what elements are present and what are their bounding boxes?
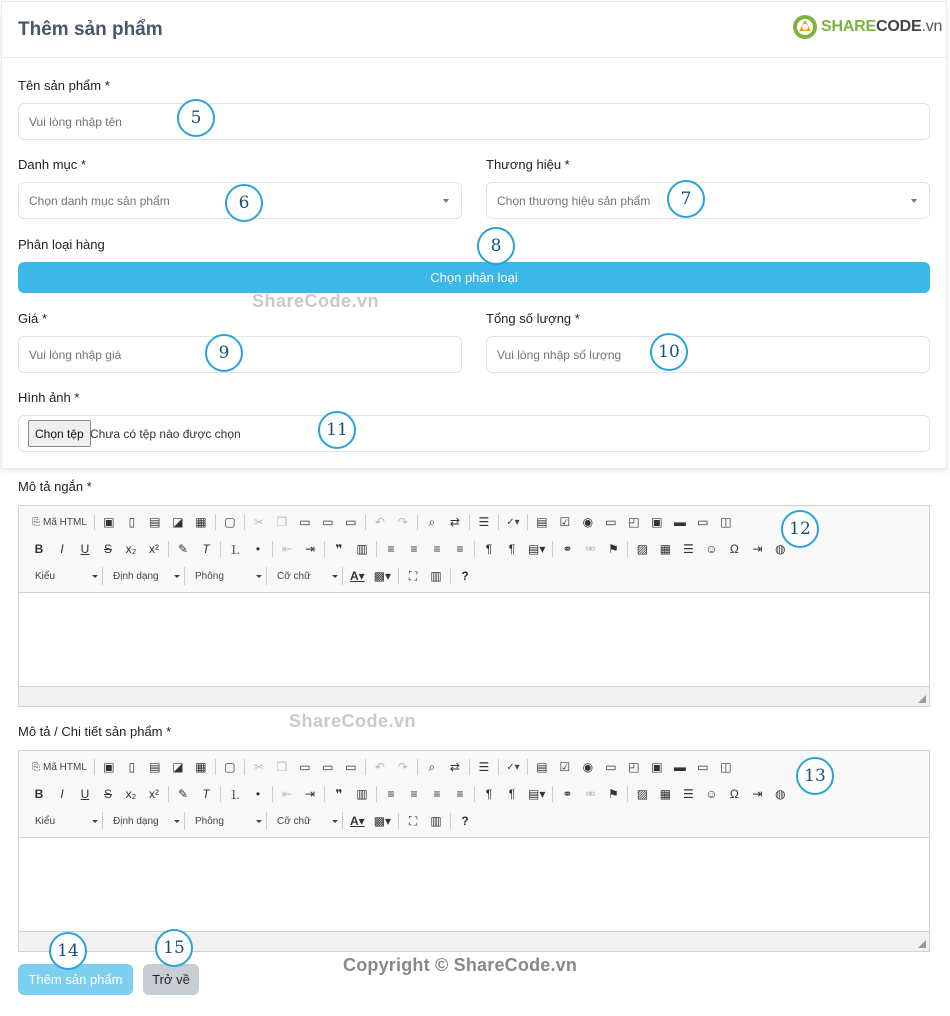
editor-toolbar xyxy=(19,751,929,838)
table-icon[interactable]: ▦ xyxy=(659,542,672,556)
numbered-list-icon[interactable]: ⒈ xyxy=(228,787,241,802)
chevron-down-icon xyxy=(174,820,180,823)
textarea-icon[interactable]: ◰ xyxy=(628,515,640,529)
page-break-icon[interactable]: ⇥ xyxy=(752,787,763,801)
form-icon[interactable]: ▤ xyxy=(536,760,548,774)
image-label: Hình ảnh * xyxy=(18,390,80,405)
bg-color-icon[interactable]: ▩▾ xyxy=(373,814,392,828)
price-label: Giá * xyxy=(18,311,47,326)
paste-word-icon[interactable]: ▭ xyxy=(345,515,357,529)
print-icon[interactable]: ▦ xyxy=(195,515,207,529)
preview-icon[interactable]: ◪ xyxy=(172,515,184,529)
save-icon[interactable]: ▣ xyxy=(103,760,115,774)
align-right-icon[interactable]: ≡ xyxy=(433,787,441,801)
chevron-down-icon xyxy=(256,575,262,578)
iframe-globe-icon[interactable]: ◍ xyxy=(775,542,786,556)
watermark-text: ShareCode.vn xyxy=(289,711,417,731)
bold-icon[interactable]: B xyxy=(34,542,44,556)
category-label: Danh mục * xyxy=(18,157,86,172)
copy-format-icon[interactable]: ✎ xyxy=(177,542,189,556)
align-justify-icon[interactable]: ≡ xyxy=(456,542,464,556)
price-placeholder: Vui lòng nhập giá xyxy=(29,347,122,362)
copyright-text: Copyright © ShareCode.vn xyxy=(343,955,578,975)
align-center-icon[interactable]: ≡ xyxy=(410,787,418,801)
annotation-marker: 5 xyxy=(177,99,215,137)
paste-text-icon[interactable]: ▭ xyxy=(322,515,334,529)
checkbox-icon[interactable]: ☑ xyxy=(559,760,571,774)
product-name-placeholder: Vui lòng nhập tên xyxy=(29,114,122,129)
paste-text-icon[interactable]: ▭ xyxy=(322,760,334,774)
textfield-icon[interactable]: ▭ xyxy=(605,760,617,774)
font-combo[interactable]: Phông xyxy=(189,812,267,830)
templates-icon[interactable]: ▢ xyxy=(224,515,236,529)
remove-format-icon[interactable]: T xyxy=(202,787,210,801)
align-left-icon[interactable]: ≡ xyxy=(387,542,395,556)
annotation-marker: 15 xyxy=(155,929,193,967)
chevron-down-icon xyxy=(332,820,338,823)
outdent-icon[interactable]: ⇤ xyxy=(281,787,293,801)
smiley-icon[interactable]: ☺ xyxy=(705,787,718,801)
annotation-marker: 11 xyxy=(318,411,356,449)
quantity-input[interactable] xyxy=(486,336,930,373)
numbered-list-icon[interactable]: ⒈ xyxy=(228,542,241,557)
ltr-icon[interactable]: ¶ xyxy=(485,787,493,801)
logo-text: SHARECODE.vn xyxy=(821,18,943,35)
undo-icon[interactable]: ↶ xyxy=(374,760,385,774)
italic-icon[interactable]: I xyxy=(60,542,64,556)
brand-select[interactable] xyxy=(486,182,930,219)
redo-icon[interactable]: ↷ xyxy=(397,760,408,774)
annotation-marker: 7 xyxy=(667,180,705,218)
size-combo[interactable]: Cỡ chữ xyxy=(271,812,343,830)
add-product-button[interactable]: Thêm sản phẩm xyxy=(18,964,133,995)
help-icon[interactable]: ? xyxy=(461,814,469,828)
toolbar-row-3 xyxy=(29,565,478,587)
maximize-icon[interactable]: ⛶ xyxy=(408,813,418,828)
select-field-icon[interactable]: ▣ xyxy=(651,760,663,774)
show-blocks-icon[interactable]: ▥ xyxy=(430,814,442,828)
bulleted-list-icon[interactable]: • xyxy=(255,542,261,556)
strike-icon[interactable]: S xyxy=(103,542,112,556)
spellcheck-icon[interactable]: ✓▾ xyxy=(506,761,520,773)
pdf-icon[interactable]: ▤ xyxy=(149,760,161,774)
bold-icon[interactable]: B xyxy=(34,787,44,801)
anchor-flag-icon[interactable]: ⚑ xyxy=(607,787,619,801)
card-header xyxy=(2,2,946,58)
annotation-marker: 12 xyxy=(781,510,819,548)
show-blocks-icon[interactable]: ▥ xyxy=(430,569,442,583)
underline-icon[interactable]: U xyxy=(80,787,90,801)
copy-format-icon[interactable]: ✎ xyxy=(177,787,189,801)
logo-mark-icon xyxy=(792,14,818,40)
annotation-marker: 10 xyxy=(650,333,688,371)
subscript-icon[interactable]: x₂ xyxy=(125,787,137,801)
annotation-marker: 6 xyxy=(225,184,263,222)
special-char-icon[interactable]: Ω xyxy=(729,542,739,556)
toolbar-row-2 xyxy=(29,783,793,805)
sharecode-logo xyxy=(792,13,942,41)
form-icon[interactable]: ▤ xyxy=(536,515,548,529)
category-selected-value: Chọn danh mục sản phẩm xyxy=(29,193,170,208)
paste-word-icon[interactable]: ▭ xyxy=(345,760,357,774)
image-icon[interactable]: ▨ xyxy=(636,542,649,556)
brand-selected-value: Chọn thương hiệu sản phẩm xyxy=(497,193,651,208)
chevron-down-icon xyxy=(174,575,180,578)
source-button[interactable]: ⎘ Mã HTML xyxy=(32,516,87,528)
bulleted-list-icon[interactable]: • xyxy=(255,787,261,801)
link-icon[interactable]: ⚭ xyxy=(562,542,573,556)
horizontal-line-icon[interactable]: ☰ xyxy=(682,542,694,556)
spellcheck-icon[interactable]: ✓▾ xyxy=(506,516,520,528)
strike-icon[interactable]: S xyxy=(103,787,112,801)
cut-icon[interactable]: ✂ xyxy=(253,515,264,529)
select-field-icon[interactable]: ▣ xyxy=(651,515,663,529)
smiley-icon[interactable]: ☺ xyxy=(705,542,718,556)
text-color-icon[interactable]: A▾ xyxy=(350,569,365,583)
textarea-icon[interactable]: ◰ xyxy=(628,760,640,774)
replace-icon[interactable]: ⇄ xyxy=(449,760,460,774)
indent-icon[interactable]: ⇥ xyxy=(304,542,316,556)
watermark-text: ShareCode.vn xyxy=(252,291,380,311)
font-combo[interactable]: Phông xyxy=(189,567,267,585)
select-all-icon[interactable]: ☰ xyxy=(478,760,490,774)
outdent-icon[interactable]: ⇤ xyxy=(281,542,293,556)
ltr-icon[interactable]: ¶ xyxy=(485,542,493,556)
editor-statusbar xyxy=(19,686,929,706)
iframe-globe-icon[interactable]: ◍ xyxy=(775,787,786,801)
classify-label: Phân loại hàng xyxy=(18,237,105,252)
image-button-icon[interactable]: ▭ xyxy=(697,760,709,774)
italic-icon[interactable]: I xyxy=(60,787,64,801)
unlink-icon[interactable]: ⚮ xyxy=(585,787,596,801)
short-desc-label: Mô tả ngắn * xyxy=(18,479,92,494)
size-combo[interactable]: Cỡ chữ xyxy=(271,567,343,585)
button-field-icon[interactable]: ▬ xyxy=(673,760,686,774)
resize-handle-icon[interactable] xyxy=(918,695,926,703)
annotation-marker: 8 xyxy=(477,227,515,265)
find-icon[interactable]: ⌕ xyxy=(428,759,436,774)
underline-icon[interactable]: U xyxy=(80,542,90,556)
hidden-field-icon[interactable]: ◫ xyxy=(720,515,732,529)
find-icon[interactable]: ⌕ xyxy=(428,514,436,529)
product-name-label: Tên sản phẩm * xyxy=(18,78,110,93)
hidden-field-icon[interactable]: ◫ xyxy=(720,760,732,774)
bg-color-icon[interactable]: ▩▾ xyxy=(373,569,392,583)
detail-desc-content-area[interactable] xyxy=(19,838,929,931)
paste-icon[interactable]: ▭ xyxy=(299,760,311,774)
product-name-input[interactable] xyxy=(18,103,930,140)
pdf-icon[interactable]: ▤ xyxy=(149,515,161,529)
align-left-icon[interactable]: ≡ xyxy=(387,787,395,801)
toolbar-row-2 xyxy=(29,538,793,560)
radio-icon[interactable]: ◉ xyxy=(582,760,594,774)
textfield-icon[interactable]: ▭ xyxy=(605,515,617,529)
format-combo[interactable]: Định dạng xyxy=(107,567,185,585)
toolbar-row-3 xyxy=(29,810,478,832)
short-desc-content-area[interactable] xyxy=(19,593,929,686)
style-combo[interactable]: Kiểu xyxy=(29,812,103,830)
redo-icon[interactable]: ↷ xyxy=(397,515,408,529)
unlink-icon[interactable]: ⚮ xyxy=(585,542,596,556)
help-icon[interactable]: ? xyxy=(461,569,469,583)
div-container-icon[interactable]: ▥ xyxy=(356,542,368,556)
image-button-icon[interactable]: ▭ xyxy=(697,515,709,529)
superscript-icon[interactable]: x² xyxy=(149,787,159,801)
image-icon[interactable]: ▨ xyxy=(636,787,649,801)
quantity-placeholder: Vui lòng nhập số lượng xyxy=(497,347,622,362)
product-form-card xyxy=(1,1,947,469)
chevron-down-icon xyxy=(332,575,338,578)
maximize-icon[interactable]: ⛶ xyxy=(408,568,418,583)
annotation-marker: 9 xyxy=(205,334,243,372)
chevron-down-icon xyxy=(443,199,449,203)
detail-desc-label: Mô tả / Chi tiết sản phẩm * xyxy=(18,724,172,739)
subscript-icon[interactable]: x₂ xyxy=(125,542,137,556)
annotation-marker: 13 xyxy=(796,757,834,795)
language-icon[interactable]: ▤▾ xyxy=(528,787,546,801)
indent-icon[interactable]: ⇥ xyxy=(304,787,316,801)
toolbar-row-1 xyxy=(29,511,739,533)
print-icon[interactable]: ▦ xyxy=(195,760,207,774)
preview-icon[interactable]: ◪ xyxy=(172,760,184,774)
blockquote-icon[interactable]: ❞ xyxy=(335,542,343,556)
copy-icon[interactable]: ❐ xyxy=(276,515,288,529)
choose-classification-button[interactable]: Chọn phân loại xyxy=(18,262,930,293)
new-page-icon[interactable]: ▯ xyxy=(128,760,136,774)
back-button[interactable]: Trở về xyxy=(143,964,199,995)
file-status-text: Chưa có tệp nào được chọn xyxy=(90,427,241,441)
text-color-icon[interactable]: A▾ xyxy=(350,814,365,828)
special-char-icon[interactable]: Ω xyxy=(729,787,739,801)
button-field-icon[interactable]: ▬ xyxy=(673,515,686,529)
toolbar-row-1 xyxy=(29,756,739,778)
undo-icon[interactable]: ↶ xyxy=(374,515,385,529)
align-justify-icon[interactable]: ≡ xyxy=(456,787,464,801)
blockquote-icon[interactable]: ❞ xyxy=(335,787,343,801)
chevron-down-icon xyxy=(911,199,917,203)
language-icon[interactable]: ▤▾ xyxy=(528,542,546,556)
anchor-flag-icon[interactable]: ⚑ xyxy=(607,542,619,556)
format-combo[interactable]: Định dạng xyxy=(107,812,185,830)
detail-desc-editor xyxy=(18,750,930,952)
div-container-icon[interactable]: ▥ xyxy=(356,787,368,801)
remove-format-icon[interactable]: T xyxy=(202,542,210,556)
align-right-icon[interactable]: ≡ xyxy=(433,542,441,556)
page-title: Thêm sản phẩm xyxy=(18,19,163,40)
choose-file-button[interactable]: Chọn tệp xyxy=(28,420,91,447)
new-page-icon[interactable]: ▯ xyxy=(128,515,136,529)
replace-icon[interactable]: ⇄ xyxy=(449,515,460,529)
source-icon: ⎘ xyxy=(32,761,40,773)
chevron-down-icon xyxy=(92,820,98,823)
quantity-label: Tổng số lượng * xyxy=(486,311,580,326)
cut-icon[interactable]: ✂ xyxy=(253,760,264,774)
style-combo[interactable]: Kiểu xyxy=(29,567,103,585)
resize-handle-icon[interactable] xyxy=(918,940,926,948)
chevron-down-icon xyxy=(256,820,262,823)
rtl-icon[interactable]: ¶ xyxy=(508,787,516,801)
paste-icon[interactable]: ▭ xyxy=(299,515,311,529)
checkbox-icon[interactable]: ☑ xyxy=(559,515,571,529)
annotation-marker: 14 xyxy=(49,932,87,970)
page-break-icon[interactable]: ⇥ xyxy=(752,542,763,556)
save-icon[interactable]: ▣ xyxy=(103,515,115,529)
templates-icon[interactable]: ▢ xyxy=(224,760,236,774)
superscript-icon[interactable]: x² xyxy=(149,542,159,556)
align-center-icon[interactable]: ≡ xyxy=(410,542,418,556)
source-icon: ⎘ xyxy=(32,516,40,528)
source-button[interactable]: ⎘ Mã HTML xyxy=(32,761,87,773)
horizontal-line-icon[interactable]: ☰ xyxy=(682,787,694,801)
table-icon[interactable]: ▦ xyxy=(659,787,672,801)
radio-icon[interactable]: ◉ xyxy=(582,515,594,529)
link-icon[interactable]: ⚭ xyxy=(562,787,573,801)
rtl-icon[interactable]: ¶ xyxy=(508,542,516,556)
select-all-icon[interactable]: ☰ xyxy=(478,515,490,529)
copy-icon[interactable]: ❐ xyxy=(276,760,288,774)
brand-label: Thương hiệu * xyxy=(486,157,570,172)
chevron-down-icon xyxy=(92,575,98,578)
